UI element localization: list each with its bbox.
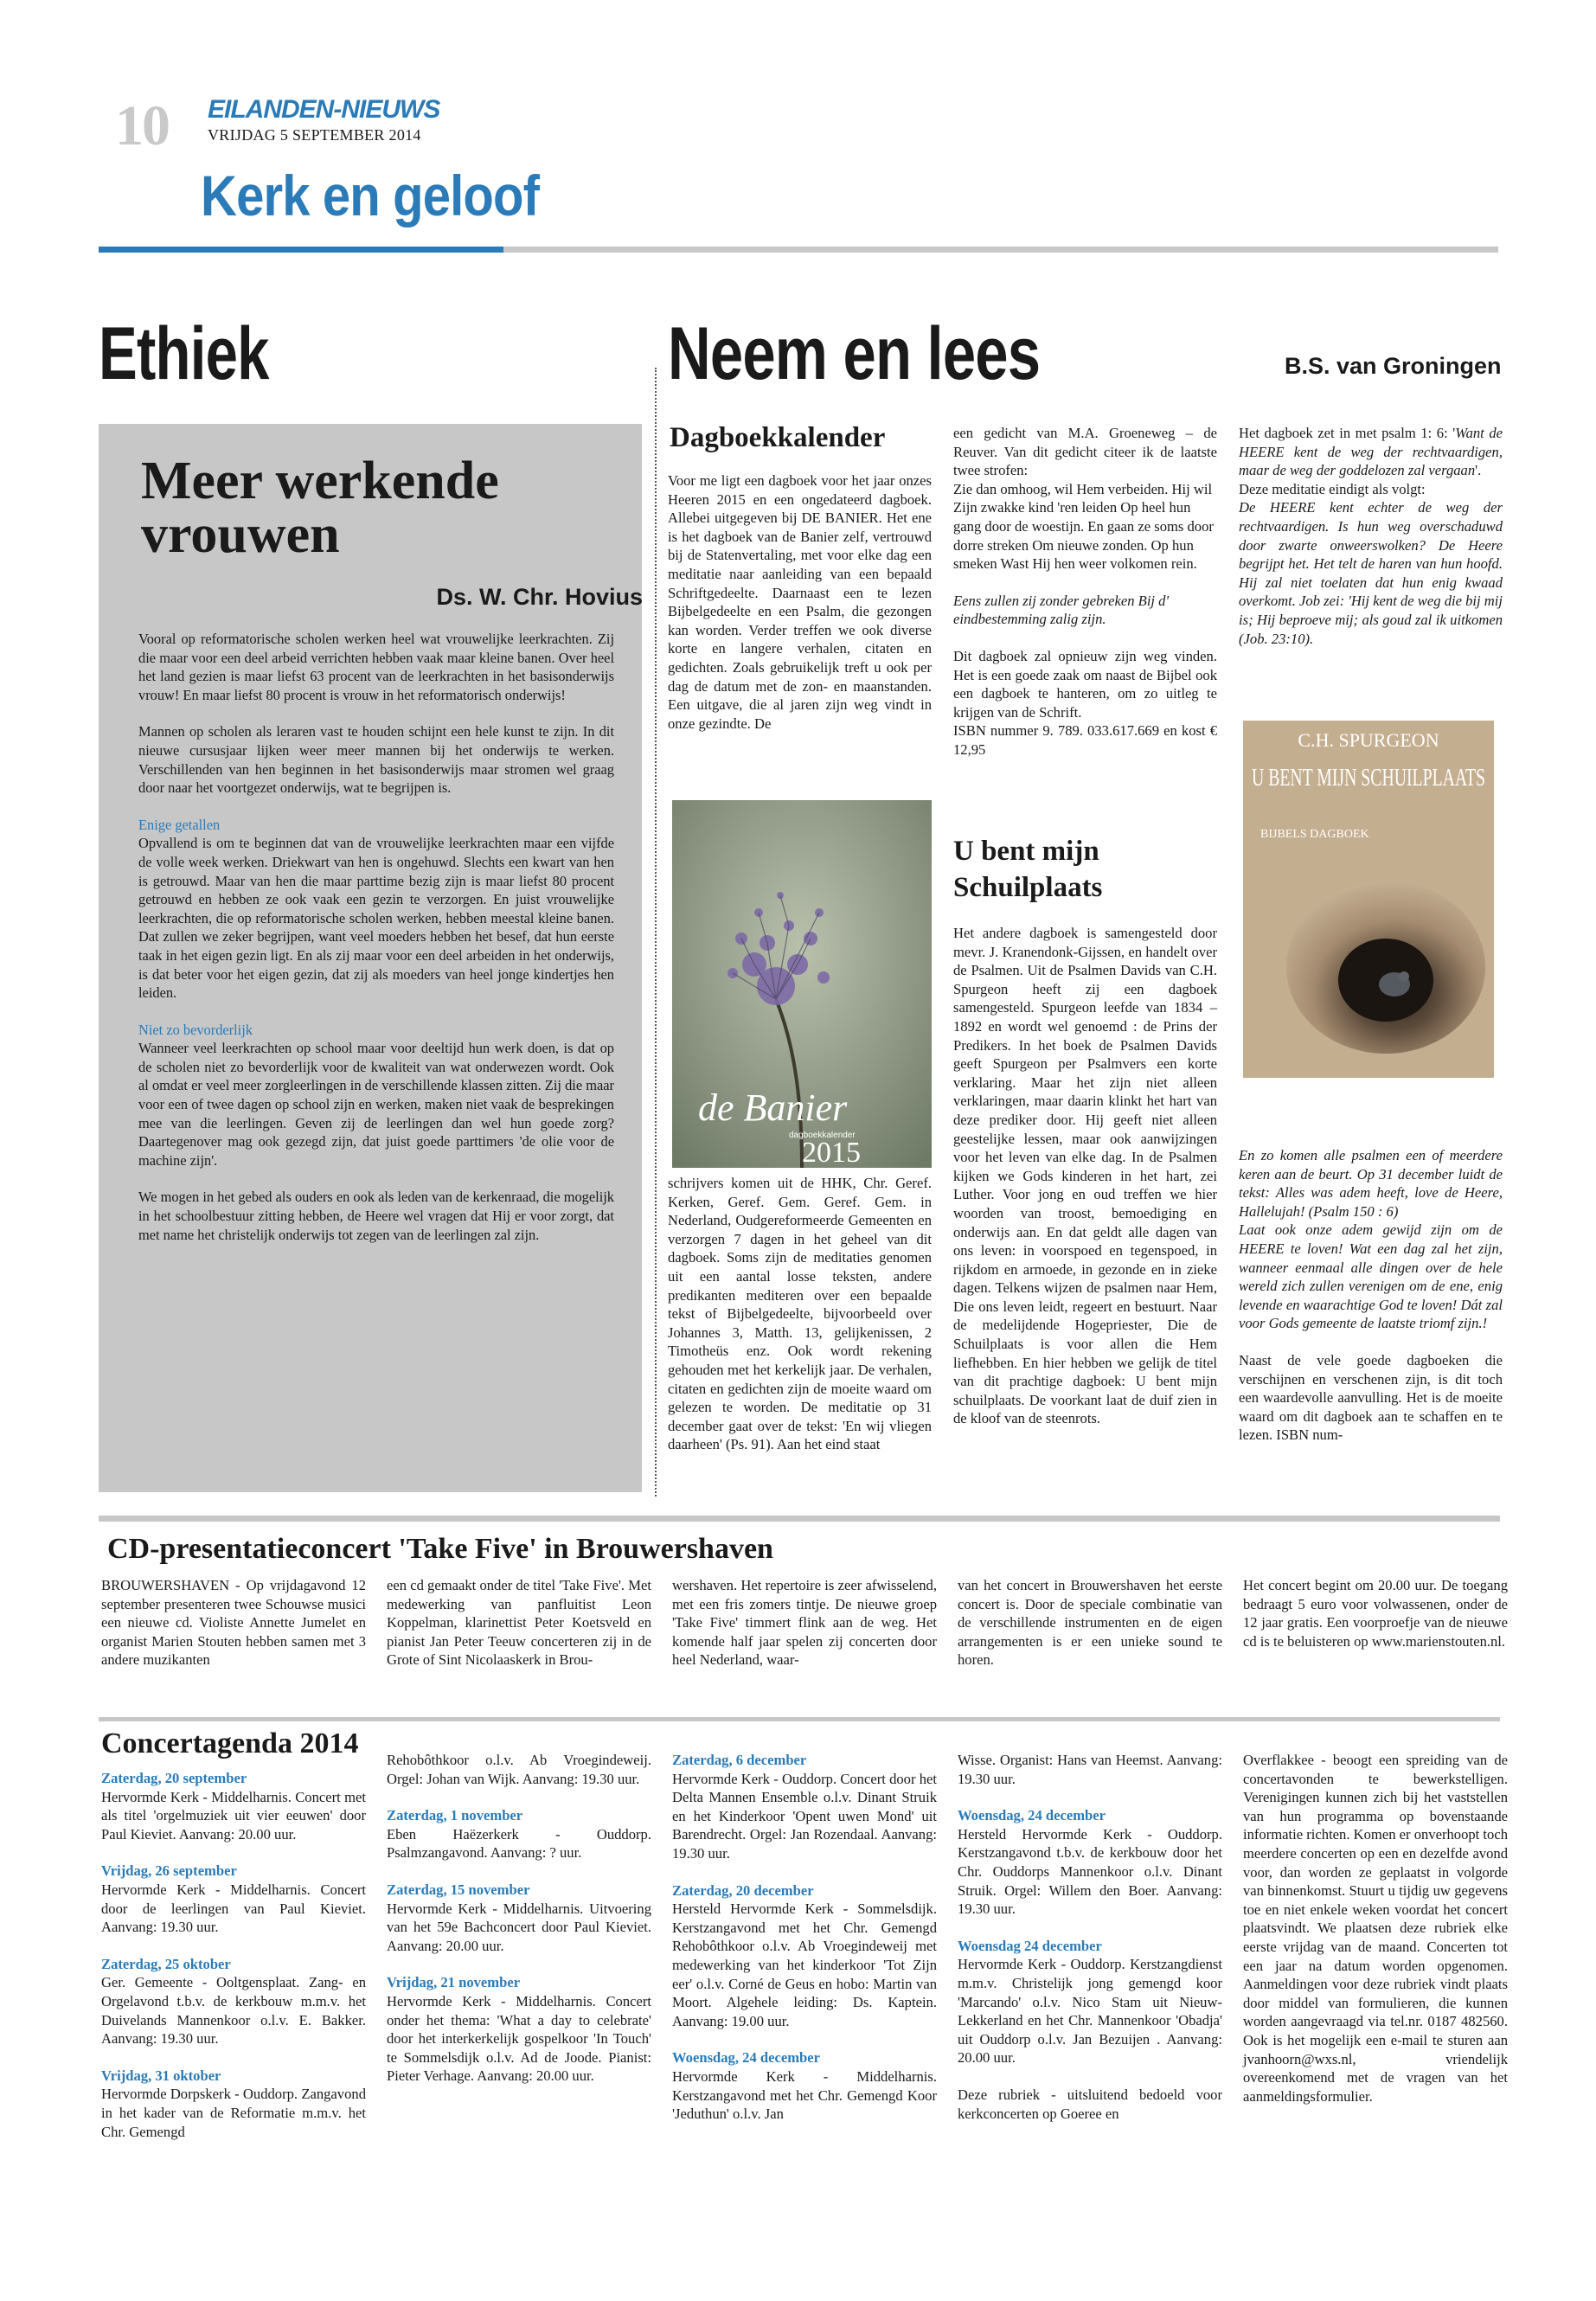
paragraph: Het andere dagboek is samengesteld door mevr. J. Kranendonk-Gijssen, en handelt over de Psalmen. Uit de Psalmen Davids van C.H. Spurgeon heeft zij een dagboek samengesteld. Spurgeon leefde van 1834 – 1892 en wordt wel genoemd : de Prins der Predikers. In het boek de Psalmen Davids geeft Spurgeon per Psalmvers een korte verklaring. Maar het zijn niet alleen verklaringen, maar daarin klinkt het hart van deze prediker door. Hij geeft niet alleen geestelijke lessen, maar ook aanwijzingen voor het leven van elke dag. In de Psalmen kijken we Gods kinderen in het hart, zei Luther. Voor jong en oud treffen we hier woorden van troost, bemoediging en onderwijs aan. En dat geldt alle dagen van ons leven: in voorspoed en tegenspoed, in rijkdom en armoede, in gezonde en in zieke dagen. Telkens wijzen de psalmen naar Hem, Die ons leven leidt, regeert en bestuurt. Naar de medelijdende Hogepriester, Die de Schuilplaats is voor allen die Hem liefhebben. En hier hebben we gelijk de titel van dit prachtige dagboek: U bent mijn schuilplaats. De voorkant laat de duif zien in de kloof van de steenrots.: [953, 925, 1217, 1427]
cover-title-text: de Banier: [698, 1086, 848, 1129]
subheading: Niet zo bevorderlijk: [138, 1021, 253, 1038]
de-banier-cover-image: [672, 800, 932, 1168]
dagboekkalender-body: [668, 471, 932, 733]
neem-column-2: [953, 424, 1217, 760]
paragraph: Mannen op scholen als leraren vast te houden schijnt een hele kunst te zijn. In dit nieuwe cursusjaar lijken weer meer mannen bij het onderwijs te werken. Verschillenden van hen beginnen in het basisonderwijs maar stromen wel graag door naar het voortgezet onderwijs, wat te begrijpen is.: [138, 723, 614, 797]
concertagenda-heading: Concertagenda 2014: [101, 1727, 359, 1759]
poem-italic: Eens zullen zij zonder gebreken Bij d' eindbestemming zalig zijn.: [953, 592, 1170, 628]
agenda-column-1: [101, 1769, 366, 2159]
neem-column-3: [1239, 424, 1503, 648]
ethiek-article-body: [138, 630, 614, 1244]
section-divider: [99, 1717, 1500, 1721]
schuilplaats-body: [953, 924, 1217, 1428]
column-separator: [655, 368, 657, 1497]
isbn: ISBN nummer 9. 789. 033.617.669 en kost € 12,95: [953, 722, 1217, 758]
dagboekkalender-heading: Dagboekkalender: [670, 422, 886, 453]
schuilplaats-heading: U bent mijn Schuilplaats: [953, 836, 1103, 903]
cd-column-4: van het concert in Brouwershaven het eerste concert is. Door de speciale combinatie van de verschillende instrumenten en de eigen arrangementen is er een unieke sound te horen.: [958, 1577, 1222, 1669]
dagboekkalender-body-continued: [668, 1174, 932, 1454]
agenda-item: Woensdag 24 december Hervormde Kerk - Ouddorp. Kerstzangdienst m.m.v. Christelijk jong gemengd koor 'Marcando' o.l.v. Nico Stam uit Nieuw-Lekkerland en het Chr. Mannenkoor 'Obadja' uit Ouddorp o.l.v. Jan Bezuijen . Aanvang: 20.00 uur.: [958, 1937, 1222, 2067]
issue-date: VRIJDAG 5 SEPTEMBER 2014: [208, 126, 421, 144]
paragraph: een gedicht van M.A. Groeneweg – de Reuver. Van dit gedicht citeer ik de laatste twee strofen:: [953, 425, 1217, 479]
agenda-item: Woensdag, 24 december Hervormde Kerk - Middelharnis. Kerstzangavond met het Chr. Gemengd Koor 'Jeduthun' o.l.v. Jan: [672, 2049, 937, 2123]
agenda-column-3: [672, 1751, 937, 2142]
neem-en-lees-author: B.S. van Groningen: [1285, 353, 1502, 379]
agenda-item: Rehobôthkoor o.l.v. Ab Vroegindeweij. Orgel: Johan van Wijk. Aanvang: 19.30 uur.: [387, 1752, 651, 1787]
ethiek-heading: Ethiek: [99, 312, 269, 395]
agenda-item: Zaterdag, 15 november Hervormde Kerk - Middelharnis. Uitvoering van het 59e Bachconcert door Paul Kieviet. Aanvang: 20.00 uur.: [387, 1881, 651, 1954]
cover-year-text: 2015: [802, 1137, 861, 1169]
agenda-item: Zaterdag, 20 september Hervormde Kerk - Middelharnis. Concert met als titel 'orgelmuziek uit vier eeuwen' door Paul Kieviet. Aanvang: 20.00 uur.: [101, 1770, 366, 1843]
agenda-item: Vrijdag, 26 september Hervormde Kerk - Middelharnis. Concert door de leerlingen van Paul Kieviet. Aanvang: 19.30 uur.: [101, 1862, 366, 1936]
page-number: 10: [115, 94, 169, 157]
paragraph: Het dagboek zet in met psalm 1: 6: 'Want de HEERE kent de weg der rechtvaardigen, maar de weg der goddelozen zal vergaan'.: [1239, 425, 1503, 479]
paper-name-logo: EILANDEN-NIEUWS: [208, 95, 440, 124]
cd-column-1: BROUWERSHAVEN - Op vrijdagavond 12 september presenteren twee Schouwse musici een nieuwe cd. Violiste Annette Jumelet en organist Marien Stouten hebben samen met 3 andere muzikanten: [101, 1577, 366, 1669]
section-rule-accent: [99, 247, 503, 253]
cd-concert-heading: CD-presentatieconcert 'Take Five' in Brouwershaven: [107, 1533, 773, 1565]
ethiek-article-title: Meer werkende vrouwen: [141, 452, 499, 564]
agenda-item: Woensdag, 24 december Hersteld Hervormde Kerk - Ouddorp. Kerstzangavond t.b.v. de kerkbouw door het Chr. Ouddorps Mannenkoor o.l.v. Dinant Struik. Orgel: Willem den Boer. Aanvang: 19.30 uur.: [958, 1807, 1222, 1918]
agenda-item: Wisse. Organist: Hans van Heemst. Aanvang: 19.30 uur.: [958, 1752, 1222, 1787]
paragraph: Vooral op reformatorische scholen werken heel wat vrouwelijke leerkrachten. Zij die maar voor een deel arbeid verrichten hebben vaak maar kleine banen. Over heel het land gezien is maar liefst 63 procent van de leerkrachten in het basisonderwijs vrouw! En maar liefst 80 procent is vrouw in het reformatorisch onderwijs!: [138, 631, 614, 703]
agenda-item: Zaterdag, 1 november Eben Haëzerkerk - Ouddorp. Psalmzangavond. Aanvang: ? uur.: [387, 1807, 651, 1862]
section-divider: [99, 1516, 1500, 1522]
paragraph: We mogen in het gebed als ouders en ook als leden van de kerkenraad, die mogelijk in het schoolbestuur zitting hebben, de Heere wel vragen dat Hij er voor zorgt, dat met name het christelijk onderwijs tot zegen van de leerlingen zal zijn.: [138, 1189, 614, 1243]
paragraph-italic: En zo komen alle psalmen een of meerdere keren aan de beurt. Op 31 december luidt de tekst: Alles was adem heeft, love de Heere, Hallelujah! (Psalm 150 : 6): [1239, 1147, 1503, 1220]
agenda-column-4: [958, 1751, 1222, 2141]
section-title: Kerk en geloof: [201, 163, 540, 228]
cd-column-5: Het concert begint om 20.00 uur. De toegang bedraagt 5 euro voor volwassenen, onder de 12 jaar gratis. Een voorproefje van de nieuwe cd is te beluisteren op www.marienstouten.nl.: [1243, 1577, 1508, 1650]
subheading: Enige getallen: [138, 816, 221, 833]
paragraph: schrijvers komen uit de HHK, Chr. Geref. Kerken, Geref. Gem. Geref. Gem. in Nederland, Oudgereformeerde Gemeenten en verzorgen 7 dagen in het geheel van dit dagboek. Soms zijn de meditaties genomen uit een aantal losse teksten, andere predikanten mediteren over een bepaalde tekst of Bijbelgedeelte, bijvoorbeeld over Johannes 3, Matth. 13, gelijkenissen, 2 Timotheüs enz. Ook wordt rekening gehouden met het kerkelijk jaar. De verhalen, citaten en gedichten zijn de moeite waard om gelezen te worden. De meditatie op 31 december gaat over de tekst: 'En wij vliegen daarheen' (Ps. 91). Aan het eind staat: [668, 1175, 932, 1453]
schuilplaats-cover-image: [1243, 721, 1494, 1078]
agenda-item: Vrijdag, 31 oktober Hervormde Dorpskerk - Ouddorp. Zangavond in het kader van de Reformatie m.m.v. het Chr. Gemengd: [101, 2067, 366, 2140]
paragraph-italic: Laat ook onze adem gewijd zijn om de HEERE te loven! Wat een dag zal het zijn, wanneer eenmaal alle dingen over de hele wereld zich zullen verenigen om de ene, enig levende en waarachtige God te loven! Dát zal voor Gods gemeente de laatste triomf zijn.!: [1239, 1221, 1503, 1332]
paragraph: Deze meditatie eindigt als volgt:: [1239, 480, 1426, 497]
cover-author-text: C.H. SPURGEON: [1298, 729, 1439, 751]
neem-en-lees-heading: Neem en lees: [668, 312, 1041, 395]
cover-subtitle-text: BIJBELS DAGBOEK: [1260, 828, 1369, 841]
agenda-column-2: [387, 1751, 651, 2104]
neem-column-3-continued: [1239, 1146, 1503, 1445]
agenda-item: Zaterdag, 6 december Hervormde Kerk - Ouddorp. Concert door het Delta Mannen Ensemble o.l.v. Dinant Struik en het Kinderkoor 'Opent uwen Mond' uit Barendrecht. Orgel: Jan Rozendaal. Aanvang: 19.30 uur.: [672, 1752, 937, 1862]
cover-subtitle-text: dagboekkalender: [789, 1131, 856, 1140]
poem: Zie dan omhoog, wil Hem verbeiden. Hij wil Zijn zwakke kind 'ren leiden Op heel hun gang door de woestijn. En gaan ze soms door dorre streken Om nieuwe zonden. Op hun smeken Wast Hij hen weer volkomen rein.: [953, 480, 1214, 573]
ethiek-article-author: Ds. W. Chr. Hovius: [436, 584, 643, 610]
paragraph: Voor me ligt een dagboek voor het jaar onzes Heeren 2015 en een ongedateerd dagboek. Allebei uitgegeven bij DE BANIER. Het ene is het dagboek van de Banier zelf, vertrouwd bij de Statenvertaling, met voor elke dag een meditatie naar aanleiding van een bepaald Schriftgedeelte. Daarnaast een te lezen Bijbelgedeelte en een Psalm, die gezongen kan worden. Verder treffen we ook diverse korte en langere verhalen, citaten en gedichten. Zoals gebruikelijk treft u ook per dag de datum met de zon- en maanstanden. Een uitgave, die al jaren zijn weg vindt in onze gezindte. De: [668, 472, 932, 732]
cover-title-text: U BENT MIJN SCHUILPLAATS: [1252, 764, 1485, 792]
agenda-column-5: Overflakkee - beoogt een spreiding van de concertavonden te bewerkstelligen. Verenigingen kunnen zich bij het vaststellen van hun programma op bovenstaande informatie richten. Komen er onverhoopt toch meerdere concerten op een en dezelfde avond voor, dan worden ze geplaatst in volgorde van binnenkomst. Stuurt u tijdig uw gegevens toe en niet enkele weken voordat het concert plaatsvindt. We plaatsen deze rubriek elke eerste vrijdag van de maand. Concerten tot een jaar na datum worden opgenomen. Aanmeldingen voor deze rubriek vindt plaats door middel van formulieren, die kunnen worden aangevraagd via tel.nr. 0187 482560. Ook is het mogelijk een e-mail te sturen aan jvanhoorn@wxs.nl, vriendelijk overeenkomend met de vragen van het aanmeldingsformulier.: [1243, 1752, 1508, 2105]
section-rule-grey: [503, 247, 1498, 253]
agenda-item: Zaterdag, 20 december Hersteld Hervormde Kerk - Sommelsdijk. Kerstzangavond met het Chr. Gemengd Rehobôthkoor o.l.v. Ab Vroegindeweij met medewerking van het kinderkoor 'Tot Zijn eer' o.l.v. Corné de Geus en hobo: Martin van Moort. Algehele leiding: Ds. Kaptein. Aanvang: 19.00 uur.: [672, 1881, 937, 2029]
agenda-item: Vrijdag, 21 november Hervormde Kerk - Middelharnis. Concert onder het thema: 'What a day to celebrate' door het interkerkelijk gospelkoor 'In Touch' te Sommelsdijk o.l.v. Ad de Joode. Pianist: Pieter Verhage. Aanvang: 20.00 uur.: [387, 1974, 651, 2085]
paragraph: Wanneer veel leerkrachten op school maar voor deeltijd hun werk doen, is dat op de scholen niet zo bevorderlijk voor de kwaliteit van wat onderwezen wordt. Ook al omdat er veel meer zorgleerlingen in de verschillende klassen zitten. Zij die maar voor een of twee dagen op school zijn en werken, maken niet vaak de besprekingen mee van die leerlingen. Geven zij de leerlingen dan wel hun goede zorg? Daartegenover mag ook gezegd zijn, dat juist goede parttimers 'de olie voor de machine zijn'.: [138, 1040, 614, 1169]
cd-column-2: een cd gemaakt onder de titel 'Take Five'. Met medewerking van panfluitist Leon Koppelman, klarinettist Peter Koetsveld en pianist Jan Peter Teeuw concerteren zij in de Grote of Sint Nicolaaskerk in Brou-: [387, 1577, 651, 1669]
agenda-item: Deze rubriek - uitsluitend bedoeld voor kerkconcerten op Goeree en: [958, 2086, 1222, 2122]
paragraph: Dit dagboek zal opnieuw zijn weg vinden. Het is een goede zaak om naast de Bijbel ook een dagboek te hanteren, om zo uitleg te krijgen van de Schrift.: [953, 647, 1217, 721]
paragraph-italic: De HEERE kent echter de weg der rechtvaardigen. Is hun weg overschaduwd door zwarte onweerswolken? De Heere begrijpt het. Het telt de haren van hun hoofd. Hij zal niet toelaten dat hun enig kwaad overkomt. Job zei: 'Hij kent de weg die bij mij is; Hij beproeve mij; als goud zal ik uitkomen (Job. 23:10).: [1239, 499, 1503, 647]
paragraph: Naast de vele goede dagboeken die verschijnen en verschenen zijn, is dit toch een waardevolle aanvulling. Het is de moeite waard om dit dagboek aan te schaffen en te lezen. ISBN num-: [1239, 1351, 1503, 1444]
agenda-item: Zaterdag, 25 oktober Ger. Gemeente - Ooltgensplaat. Zang- en Orgelavond t.b.v. de kerkbouw m.m.v. het Duivelands Mannenkoor o.l.v. E. Bakker. Aanvang: 19.30 uur.: [101, 1955, 366, 2048]
paragraph: Opvallend is om te beginnen dat van de vrouwelijke leerkrachten maar een vijfde de volle week werken. Driekwart van hen is ongehuwd. Slechts een kwart van hen is getrouwd. Maar van hen die maar parttime bezig zijn is maar liefst 80 procent getrouwd en hebben ze ook vaak een gezin te verzorgen. En juist vrouwelijke leerkrachten, die op reformatorische scholen werken, hebben meestal kleine banen. Dat zullen we zeker begrijpen, want veel moeders hebben het besef, dat hun eerste taak in het eigen gezin ligt. En als zij maar voor een deel arbeiden in het onderwijs, is dat beter voor het eigen gezin, dat zij als moeders van heel jonge kindertjes hen leiden.: [138, 835, 614, 1002]
cd-column-3: wershaven. Het repertoire is zeer afwisselend, met een fris zomers tintje. De nieuwe groep 'Take Five' timmert flink aan de weg. Het komende half jaar spelen zij concerten door heel Nederland, waar-: [672, 1577, 937, 1669]
